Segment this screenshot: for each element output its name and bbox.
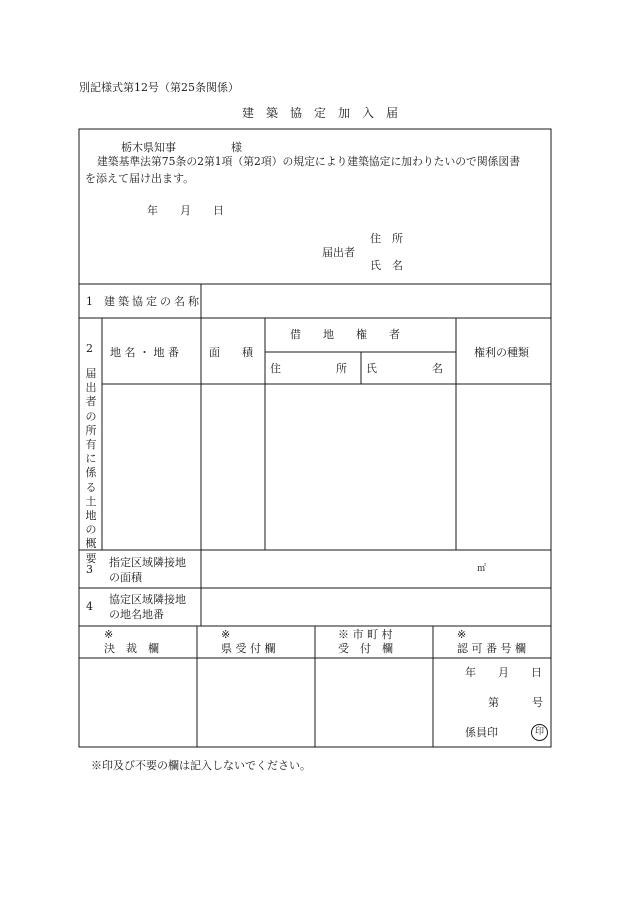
permit-number: 第 号 <box>488 696 543 709</box>
footer-col-2-mark: ※ <box>221 628 231 641</box>
column-location: 地 名 ・ 地 番 <box>110 346 179 359</box>
applicant-label: 届出者 <box>322 246 355 259</box>
column-right-type: 権利の種類 <box>474 346 529 359</box>
section-1-label: 建築協定の名称 <box>104 295 202 308</box>
seal-icon: 印 <box>531 724 548 741</box>
right-type-entry-cell[interactable] <box>460 390 547 546</box>
footer-col-1-label: 決 裁 欄 <box>104 642 159 655</box>
permit-date: 年 月 日 <box>465 666 542 679</box>
square-meter-unit: ㎡ <box>477 564 487 574</box>
section-1-number: 1 <box>86 295 93 308</box>
footnote: ※印及び不要の欄は記入しないでください。 <box>91 759 311 772</box>
agreement-name-field[interactable] <box>205 290 545 312</box>
statement-line-1: 建築基準法第75条の2第1項（第2項）の規定により建築協定に加わりたいので関係図書 <box>97 155 521 168</box>
section-2-number: 2 <box>86 342 93 355</box>
location-entry-cell[interactable] <box>106 390 198 546</box>
column-lessee-address: 住 所 <box>270 362 347 375</box>
footer-col-4-mark: ※ <box>457 628 467 641</box>
area-entry-cell[interactable] <box>205 390 261 546</box>
adjacent-area-field[interactable] <box>205 555 475 583</box>
column-area: 面 積 <box>209 346 253 359</box>
addressee: 栃木県知事 様 <box>121 141 242 154</box>
section-4-number: 4 <box>86 600 93 613</box>
section-2-vertical-label: 届出者の所有に係る土地の概要 <box>85 367 97 565</box>
lessee-entry-cell[interactable] <box>269 390 453 546</box>
section-3-label-line-2: の面積 <box>109 571 142 584</box>
footer-col-1-mark: ※ <box>104 628 114 641</box>
applicant-name-label: 氏 名 <box>370 259 403 272</box>
column-lessee: 借 地 権 者 <box>290 328 400 341</box>
form-title: 建 築 協 定 加 入 届 <box>242 106 399 120</box>
footer-col-3-label: 受 付 欄 <box>338 642 393 655</box>
footer-col-2-label: 県 受 付 欄 <box>221 642 276 655</box>
footer-col-3-mark: ※ 市 町 村 <box>338 628 393 641</box>
footer-col-4-label: 認 可 番 号 欄 <box>457 642 526 655</box>
officer-seal-label: 係員印 <box>465 726 498 739</box>
form-number: 別記様式第12号（第25条関係） <box>79 81 239 94</box>
column-lessee-name: 氏 名 <box>366 362 443 375</box>
section-3-label-line-1: 指定区域隣接地 <box>109 556 186 569</box>
adjacent-lot-field[interactable] <box>205 593 547 621</box>
section-4-label-line-2: の地名地番 <box>109 608 164 621</box>
statement-line-2: を添えて届け出ます。 <box>85 172 195 185</box>
applicant-address-label: 住 所 <box>370 232 403 245</box>
submission-date: 年 月 日 <box>147 204 224 217</box>
section-4-label-line-1: 協定区域隣接地 <box>109 593 186 606</box>
section-3-number: 3 <box>86 563 93 576</box>
